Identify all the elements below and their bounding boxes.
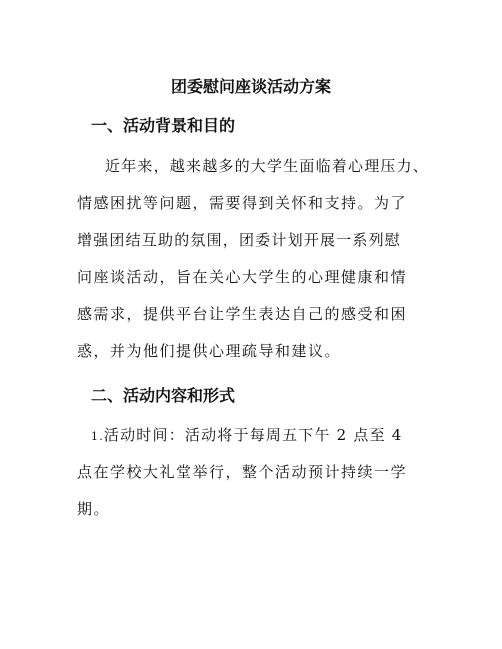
paragraph-line: 近年来，越来越多的大学生面临着心理压力、: [105, 157, 430, 175]
paragraph-line: 问座谈活动，旨在关心大学生的心理健康和情: [77, 268, 408, 286]
list-item-text: 活动时间：活动将于每周五下午 2 点至 4: [103, 426, 403, 444]
paragraph-line: 期。: [77, 500, 111, 518]
list-item-1: [91, 424, 403, 448]
paragraph-line: 感需求，提供平台让学生表达自己的感受和困: [77, 305, 408, 323]
paragraph-line: 惑，并为他们提供心理疏导和建议。: [77, 342, 342, 360]
paragraph-line: 增强团结互助的氛围，团委计划开展一系列慰: [77, 231, 402, 249]
list-item-number: 1.: [91, 430, 104, 443]
section-heading-content: 二、活动内容和形式: [91, 386, 236, 405]
paragraph-line: 情感困扰等问题，需要得到关怀和支持。为了: [77, 194, 408, 212]
document-title: 团委慰问座谈活动方案: [170, 77, 331, 96]
paragraph-line: 点在学校大礼堂举行，整个活动预计持续一学: [77, 463, 408, 481]
section-heading-background: 一、活动背景和目的: [91, 116, 236, 135]
